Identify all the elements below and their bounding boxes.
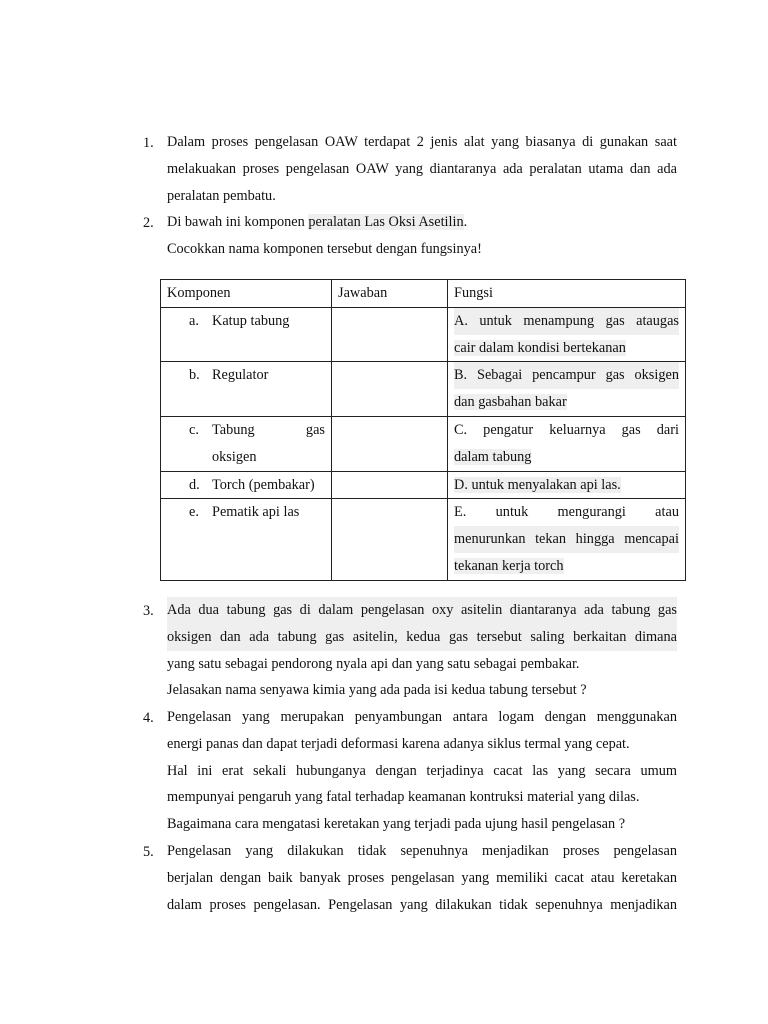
text-line: Jelasakan nama senyawa kimia yang ada pada isi kedua tabung tersebut ? [167, 682, 587, 699]
text-segment: Di bawah ini komponen [167, 214, 309, 230]
fungsi-line: D. untuk menyalakan api las. [454, 476, 621, 493]
question-number: 1. [143, 135, 154, 151]
highlighted-text: peralatan Las Oksi Asetilin [308, 214, 464, 230]
row-letter: d. [189, 476, 200, 493]
question-text [167, 597, 677, 704]
text-line: peralatan pembatu. [167, 187, 276, 204]
row-letter: a. [189, 312, 199, 329]
question-text [167, 129, 677, 209]
komponen-name: Katup tabung [212, 312, 290, 329]
table-row [161, 499, 686, 580]
fungsi-cell [448, 499, 686, 580]
text-line: Bagaimana cara mengatasi keretakan yang terjadi pada ujung hasil pengelasan ? [167, 816, 626, 833]
fungsi-cell [448, 307, 686, 362]
fungsi-line: E. untuk mengurangi atau [454, 504, 679, 521]
question-number: 4. [143, 710, 154, 726]
komponen-cell [161, 471, 332, 499]
row-letter: b. [189, 367, 200, 384]
table-header-row [161, 280, 686, 308]
table-row [161, 307, 686, 362]
fungsi-line: dan gasbahan bakar [454, 394, 567, 411]
text-line: Ada dua tabung gas di dalam pengelasan oxy asitelin diantaranya ada tabung gas [167, 597, 677, 624]
question-number: 3. [143, 603, 154, 619]
component-table [160, 279, 686, 581]
fungsi-line: tekanan kerja torch [454, 557, 564, 574]
text-line: dalam proses pengelasan. Pengelasan yang dilakukan tidak sepenuhnya menjadikan [167, 896, 677, 913]
table-row [161, 416, 686, 471]
fungsi-line: C. pengatur keluarnya gas dari [454, 421, 679, 438]
fungsi-cell [448, 416, 686, 471]
text-line: Pengelasan yang merupakan penyambungan antara logam dengan menggunakan [167, 709, 677, 725]
komponen-cell [161, 499, 332, 580]
table-row [161, 362, 686, 417]
komponen-name: Torch (pembakar) [212, 476, 315, 493]
row-letter: c. [189, 421, 199, 438]
question-number: 5. [143, 844, 154, 860]
text-line: oksigen dan ada tabung gas asitelin, kedua gas tersebut saling berkaitan dimana [167, 624, 677, 651]
jawaban-cell[interactable] [332, 471, 448, 499]
header-jawaban: Jawaban [332, 280, 448, 308]
question-text [167, 209, 677, 263]
header-fungsi: Fungsi [448, 280, 686, 308]
fungsi-line: dalam tabung [454, 448, 532, 465]
komponen-name: oksigen [212, 448, 257, 465]
komponen-name: Tabung gas [212, 421, 325, 438]
text-segment: . [463, 214, 468, 230]
fungsi-line: menurunkan tekan hingga mencapai [454, 526, 679, 553]
question-number: 2. [143, 215, 154, 231]
fungsi-line: A. untuk menampung gas ataugas [454, 308, 679, 335]
text-line: Hal ini erat sekali hubunganya dengan terjadinya cacat las yang secara umum [167, 762, 677, 779]
text-line: energi panas dan dapat terjadi deformasi karena adanya siklus termal yang cepat. [167, 735, 630, 752]
text-line: berjalan dengan baik banyak proses pengelasan yang memiliki cacat atau keretakan [167, 869, 677, 886]
fungsi-cell [448, 362, 686, 417]
jawaban-cell[interactable] [332, 416, 448, 471]
text-line: Pengelasan yang dilakukan tidak sepenuhnya menjadikan proses pengelasan [167, 843, 677, 859]
fungsi-line: B. Sebagai pencampur gas oksigen [454, 362, 679, 389]
header-komponen: Komponen [161, 280, 332, 308]
jawaban-cell[interactable] [332, 307, 448, 362]
fungsi-cell [448, 471, 686, 499]
text-line: mempunyai pengaruh yang fatal terhadap keamanan kontruksi material yang dilas. [167, 789, 640, 806]
komponen-cell [161, 307, 332, 362]
komponen-name: Regulator [212, 367, 269, 384]
text-line: melakuakan proses pengelasan OAW yang diantaranya ada peralatan utama dan ada [167, 160, 677, 177]
fungsi-line: cair dalam kondisi bertekanan [454, 339, 626, 356]
jawaban-cell[interactable] [332, 499, 448, 580]
text-line: yang satu sebagai pendorong nyala api dan yang satu sebagai pembakar. [167, 655, 580, 672]
jawaban-cell[interactable] [332, 362, 448, 417]
row-letter: e. [189, 504, 199, 521]
komponen-cell [161, 362, 332, 417]
komponen-name: Pematik api las [212, 504, 300, 521]
text-line: Cocokkan nama komponen tersebut dengan fungsinya! [167, 240, 482, 257]
question-text [167, 704, 677, 838]
komponen-cell [161, 416, 332, 471]
table-row [161, 471, 686, 499]
text-line [167, 209, 677, 236]
text-line: Dalam proses pengelasan OAW terdapat 2 jenis alat yang biasanya di gunakan saat [167, 134, 677, 150]
question-text [167, 838, 677, 918]
